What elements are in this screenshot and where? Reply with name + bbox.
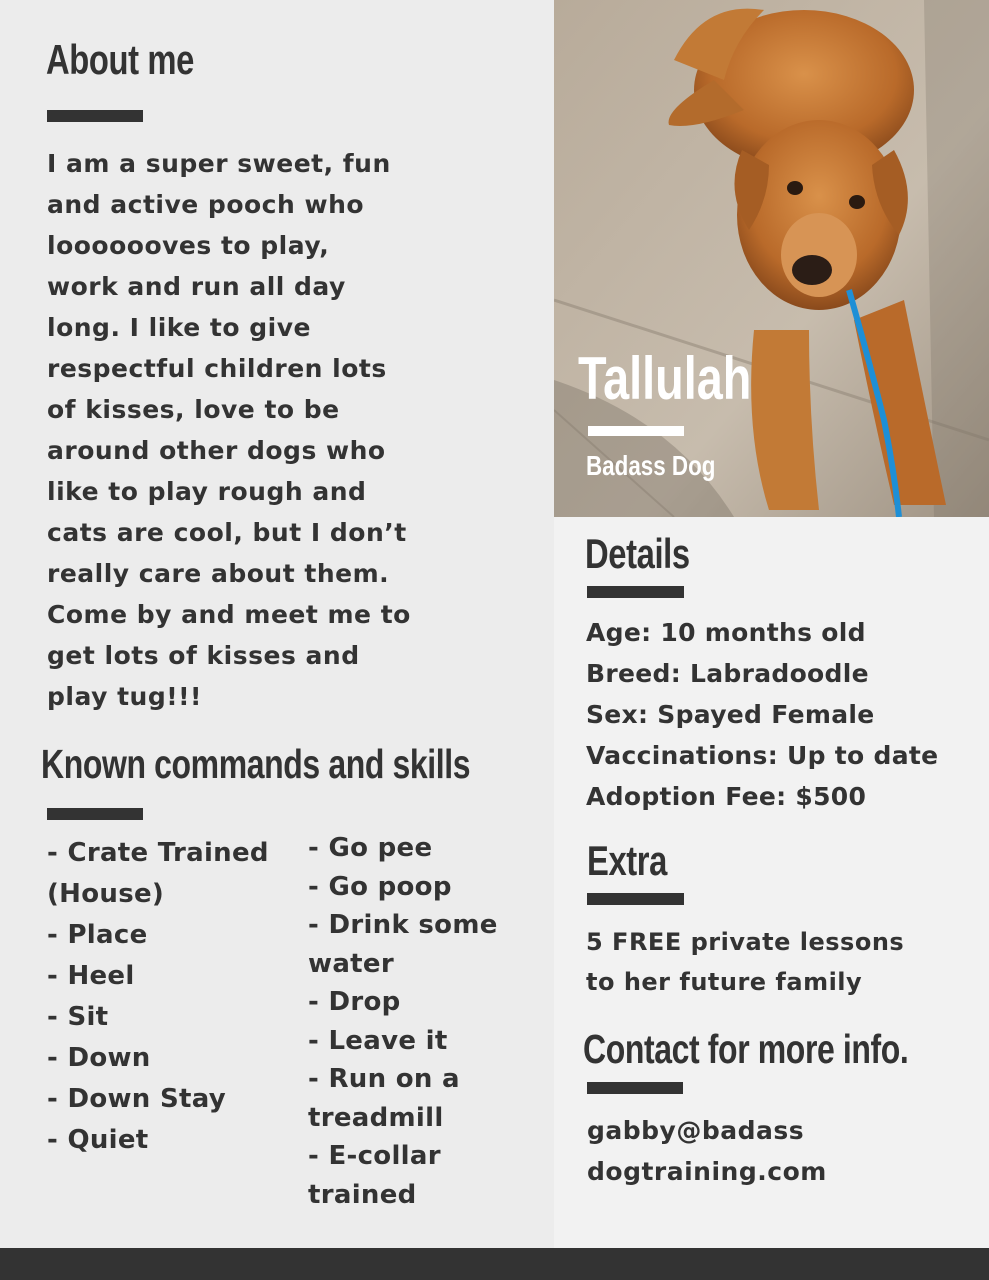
- command-item: - Go pee: [308, 833, 433, 863]
- command-item: - Go poop: [308, 871, 452, 902]
- contact-email: gabby@badass dogtraining.com: [587, 1116, 827, 1186]
- contact-heading: Contact for more info.: [583, 1026, 909, 1072]
- footer-bar: [0, 1248, 989, 1280]
- details-heading: Details: [585, 530, 690, 577]
- command-item: - Quiet: [47, 1125, 149, 1155]
- dog-photo: [554, 0, 989, 517]
- details-divider: [587, 586, 684, 598]
- detail-fee: Adoption Fee: $500: [586, 782, 867, 811]
- command-item: - Down Stay: [47, 1084, 227, 1114]
- dog-name: Tallulah: [578, 345, 752, 412]
- command-item: - Drop: [308, 987, 401, 1017]
- command-item: - E-collar trained: [308, 1141, 441, 1210]
- command-item: - Leave it: [308, 1025, 448, 1056]
- detail-breed: Breed: Labradoodle: [586, 659, 869, 688]
- extra-divider: [587, 893, 684, 905]
- commands-list-2: [308, 829, 538, 1214]
- about-divider: [47, 110, 143, 122]
- command-item: - Crate Trained (House): [47, 838, 269, 909]
- extra-text: 5 FREE private lessons to her future family: [586, 928, 905, 996]
- dog-subtitle: Badass Dog: [586, 450, 716, 481]
- command-item: - Drink some water: [308, 910, 498, 979]
- commands-list-1: [47, 833, 297, 1161]
- about-text: I am a super sweet, fun and active pooch who looooooves to play, work and run all day long. I like to give respectful children lots of kisses, love to be around other dogs who like to play rough and cats are cool, but I don’t really care about them. Come by and meet me to get lots of kisses and play tug!!!: [47, 149, 411, 711]
- commands-heading: Known commands and skills: [41, 741, 471, 787]
- command-item: - Place: [47, 920, 148, 950]
- details-list: [586, 612, 938, 817]
- detail-vaccinations: Vaccinations: Up to date: [586, 741, 939, 770]
- dog-illustration: [554, 0, 989, 517]
- about-heading: About me: [46, 36, 194, 83]
- contact-divider: [587, 1082, 683, 1094]
- dog-name-divider: [588, 426, 684, 436]
- detail-age: Age: 10 months old: [586, 618, 866, 647]
- commands-divider: [47, 808, 143, 820]
- command-item: - Sit: [47, 1002, 109, 1032]
- command-item: - Down: [47, 1043, 151, 1073]
- detail-sex: Sex: Spayed Female: [586, 700, 875, 729]
- extra-heading: Extra: [587, 837, 667, 884]
- command-item: - Heel: [47, 961, 135, 991]
- command-item: - Run on a treadmill: [308, 1064, 460, 1133]
